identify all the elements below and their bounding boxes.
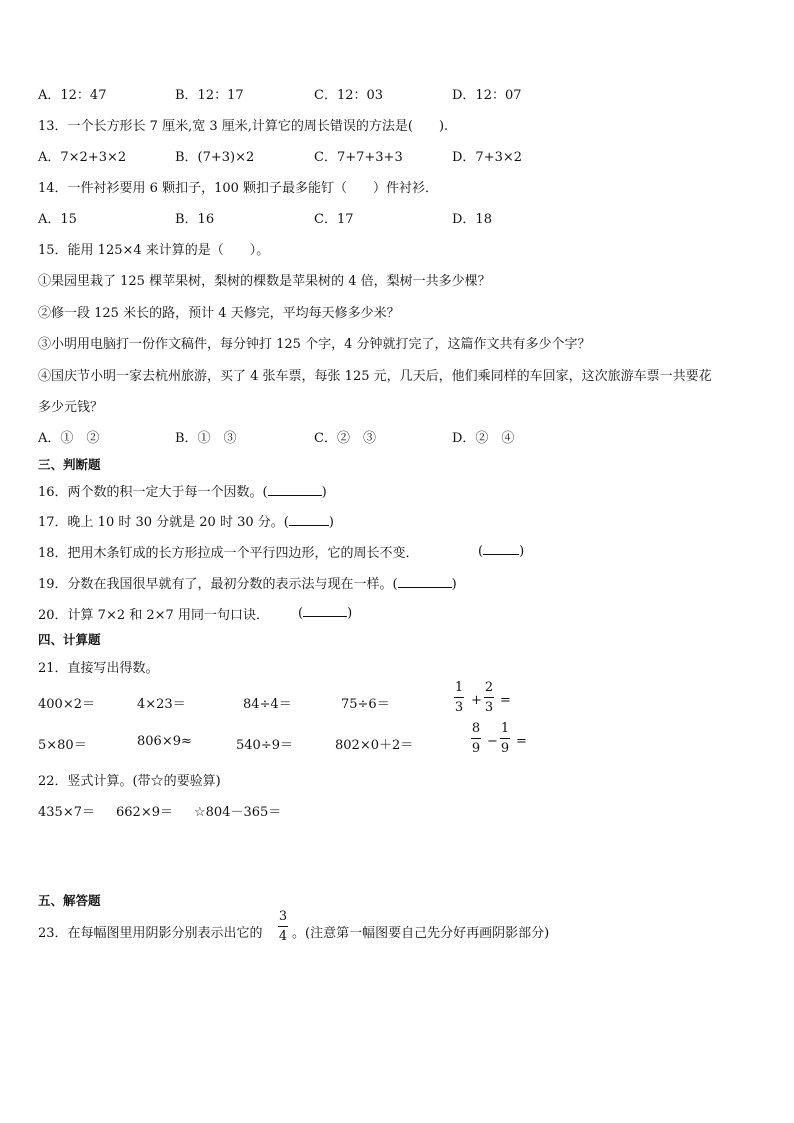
q16-text: 16．两个数的积一定大于每一个因数。( bbox=[38, 485, 268, 500]
q14-stem: 14．一件衬衫要用 6 颗扣子，100 颗扣子最多能钉（ ）件衬衫． bbox=[38, 181, 439, 196]
q21-expr: 5×80＝ bbox=[38, 738, 87, 753]
q21-equals-sign: = bbox=[516, 734, 527, 749]
section-heading-judge: 三、判断题 bbox=[38, 457, 101, 472]
q21-expr: 84÷4＝ bbox=[243, 697, 292, 712]
q21-fraction-2-3: 2 3 bbox=[484, 680, 494, 715]
q17-close: ) bbox=[328, 515, 334, 530]
q21-plus-sign: + bbox=[471, 693, 482, 708]
q22-expr: 435×7＝ bbox=[38, 805, 95, 820]
q18-close: ) bbox=[519, 544, 525, 559]
q19 bbox=[38, 573, 457, 592]
q14-option-c: C．17 bbox=[314, 212, 354, 227]
q13-option-a: A．7×2+3×2 bbox=[38, 150, 127, 165]
q18 bbox=[38, 542, 419, 561]
q21-stem: 21．直接写出得数。 bbox=[38, 661, 159, 676]
q21-equals-sign: = bbox=[500, 693, 511, 708]
q23-fraction-3-4: 3 4 bbox=[278, 909, 288, 944]
q21-fraction-8-9: 8 9 bbox=[471, 721, 481, 756]
q12-option-b: B．12：17 bbox=[175, 88, 244, 103]
q20 bbox=[38, 604, 269, 623]
q16-answer-blank[interactable] bbox=[268, 483, 322, 496]
q15-option-d: D．② ④ bbox=[452, 431, 515, 446]
q15-item-1: ①果园里栽了 125 棵苹果树，梨树的棵数是苹果树的 4 倍，梨树一共多少棵？ bbox=[38, 274, 491, 289]
q18-answer-blank[interactable] bbox=[483, 542, 519, 555]
q15-stem: 15．能用 125×4 来计算的是（ ）。 bbox=[38, 243, 270, 258]
q16-close: ) bbox=[321, 485, 327, 500]
section-heading-solve: 五、解答题 bbox=[38, 893, 101, 908]
q17-text: 17．晚上 10 时 30 分就是 20 时 30 分。( bbox=[38, 515, 289, 530]
q18-answer bbox=[478, 542, 524, 559]
q21-fraction-1-3: 1 3 bbox=[454, 680, 464, 715]
q22-expr: 662×9＝ bbox=[116, 805, 173, 820]
q13-option-b: B．(7+3)×2 bbox=[175, 150, 255, 165]
q20-answer bbox=[298, 604, 352, 621]
q15-item-3: ③小明用电脑打一份作文稿件，每分钟打 125 个字，4 分钟就打完了，这篇作文共有多少个字？ bbox=[38, 337, 591, 352]
q12-option-d: D．12：07 bbox=[452, 88, 522, 103]
q23-text-after: 。(注意第一幅图要自己先分好再画阴影部分) bbox=[292, 926, 550, 941]
q17-answer-blank[interactable] bbox=[289, 513, 329, 526]
q13-option-c: C．7+7+3+3 bbox=[314, 150, 403, 165]
q21-expr: 400×2＝ bbox=[38, 697, 95, 712]
q21-fraction-1-9: 1 9 bbox=[500, 721, 510, 756]
q14-option-d: D．18 bbox=[452, 212, 492, 227]
q21-expr: 4×23＝ bbox=[137, 697, 186, 712]
q23-text-before: 23．在每幅图里用阴影分别表示出它的 bbox=[38, 926, 263, 941]
q18-text: 18．把用木条钉成的长方形拉成一个平行四边形，它的周长不变． bbox=[38, 546, 419, 561]
q15-option-c: C．② ③ bbox=[314, 431, 376, 446]
q19-close: ) bbox=[451, 577, 457, 592]
q15-option-a: A．① ② bbox=[38, 431, 100, 446]
q21-expr: 75÷6＝ bbox=[341, 697, 390, 712]
q15-option-b: B．① ③ bbox=[175, 431, 237, 446]
q15-item-4: ④国庆节小明一家去杭州旅游，买了 4 张车票，每张 125 元，几天后，他们乘同样的车回家，这次旅游车票一共要花 bbox=[38, 369, 712, 384]
q13-option-d: D．7+3×2 bbox=[452, 150, 523, 165]
q20-text: 20．计算 7×2 和 2×7 用同一句口诀． bbox=[38, 608, 269, 623]
q20-open: ( bbox=[298, 606, 304, 621]
q20-close: ) bbox=[347, 606, 353, 621]
q21-expr: 540÷9＝ bbox=[236, 738, 293, 753]
section-heading-calc: 四、计算题 bbox=[38, 632, 101, 647]
q22-expr: ☆804－365＝ bbox=[194, 805, 282, 820]
q21-expr: 802×0＋2＝ bbox=[335, 738, 414, 753]
q21-minus-sign: − bbox=[487, 734, 498, 749]
q18-open: ( bbox=[478, 544, 484, 559]
q22-stem: 22．竖式计算。(带☆的要验算) bbox=[38, 774, 221, 789]
q15-item-4-cont: 多少元钱？ bbox=[38, 400, 104, 415]
q19-answer-blank[interactable] bbox=[398, 575, 452, 588]
q20-answer-blank[interactable] bbox=[303, 604, 347, 617]
q13-stem: 13．一个长方形长 7 厘米,宽 3 厘米,计算它的周长错误的方法是( ). bbox=[38, 119, 449, 134]
q21-expr: 806×9≈ bbox=[137, 734, 192, 749]
q14-option-a: A．15 bbox=[38, 212, 77, 227]
q14-option-b: B．16 bbox=[175, 212, 215, 227]
q12-option-c: C．12：03 bbox=[314, 88, 384, 103]
q12-option-a: A．12：47 bbox=[38, 88, 107, 103]
q19-text: 19．分数在我国很早就有了，最初分数的表示法与现在一样。( bbox=[38, 577, 398, 592]
q15-item-2: ②修一段 125 米长的路，预计 4 天修完，平均每天修多少米？ bbox=[38, 306, 400, 321]
q17 bbox=[38, 511, 334, 530]
q16 bbox=[38, 481, 327, 500]
